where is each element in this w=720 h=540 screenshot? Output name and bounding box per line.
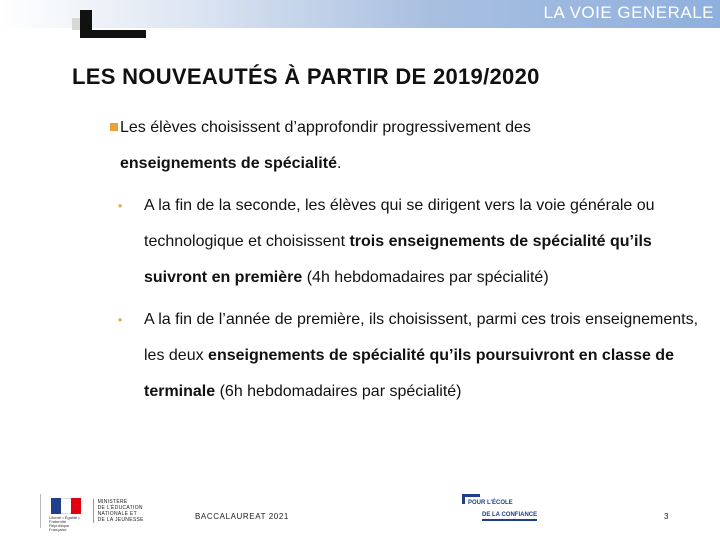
square-bullet-icon <box>110 123 118 131</box>
dot-bullet-icon: • <box>118 199 123 213</box>
sub-bullet-1 <box>110 188 700 296</box>
bullet-1 <box>110 110 700 182</box>
ministry-logo <box>40 494 153 532</box>
corner-mark-icon <box>72 10 148 38</box>
sub-bullet-1-bold: trois enseignements de spécialité qu’ils suivront en première <box>144 233 652 286</box>
page-number: 3 <box>664 512 669 521</box>
sub-bullet-2 <box>110 302 700 410</box>
bullet-1-bold: enseignements de spécialité <box>120 155 337 172</box>
marianne-logo-icon <box>45 496 87 532</box>
sub-bullet-1-text2: (4h hebdomadaires par spécialité) <box>302 269 549 286</box>
slide-content <box>110 110 700 410</box>
bac-label: BACCALAUREAT 2021 <box>195 512 289 521</box>
section-title: LA VOIE GENERALE <box>543 3 714 22</box>
ecole-confiance-logo <box>462 494 562 524</box>
logo-line2: DE LA CONFIANCE <box>482 512 537 521</box>
bullet-1-line1: Les élèves choisissent d’approfondir progressivement des <box>120 119 531 136</box>
dot-bullet-icon: • <box>118 313 123 327</box>
sub-bullet-2-text2: (6h hebdomadaires par spécialité) <box>215 383 462 400</box>
footer <box>0 488 720 540</box>
logo-line1: POUR L’ÉCOLE <box>468 500 513 506</box>
ministry-name: MINISTÈRE DE L’ÉDUCATION NATIONALE ET DE LA JEUNESSE <box>93 499 153 523</box>
sub-bullet-2-text1: A la fin de l’année de première, ils choisissent, parmi ces trois enseignements, les deux <box>144 311 699 364</box>
sub-bullet-1-text1: A la fin de la seconde, les élèves qui se dirigent vers la voie générale ou technologique et choisissent <box>144 197 655 250</box>
sub-bullet-2-bold: enseignements de spécialité qu’ils poursuivront en classe de terminale <box>144 347 674 400</box>
bullet-1-end: . <box>336 155 342 172</box>
ministry-caption: Liberté • Égalité • Fraternité République Française <box>49 515 80 532</box>
slide-title: LES NOUVEAUTÉS À PARTIR DE 2019/2020 <box>72 64 540 89</box>
